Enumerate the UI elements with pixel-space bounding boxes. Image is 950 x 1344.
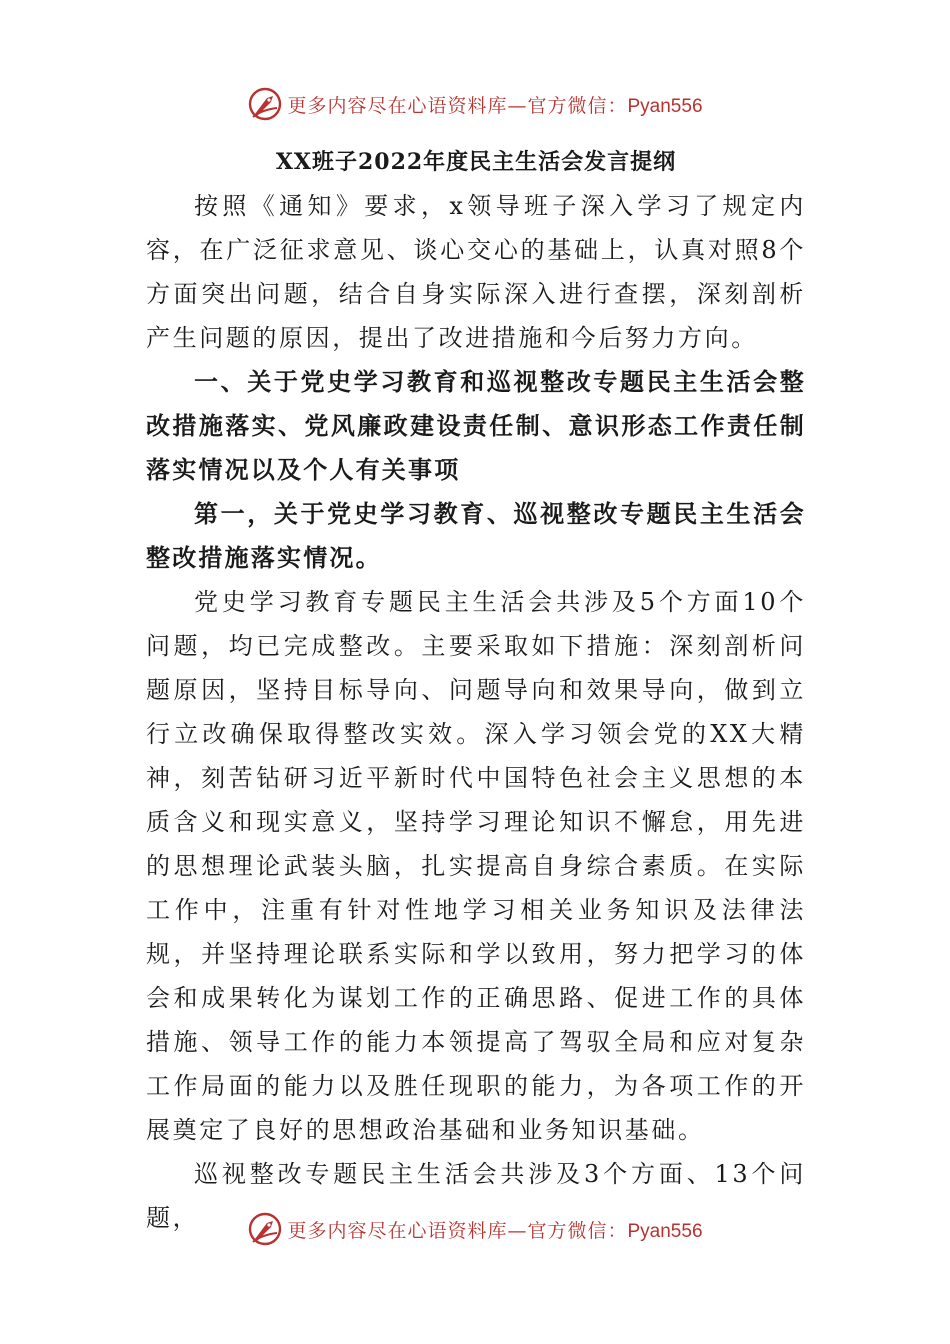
paragraph-body-2: 巡视整改专题民主生活会共涉及3个方面、13个问题，	[146, 1160, 806, 1232]
header-watermark-banner	[0, 82, 950, 126]
banner-text: 更多内容尽在心语资料库—官方微信：Pyan556	[287, 94, 703, 117]
banner-text: 更多内容尽在心语资料库—官方微信：Pyan556	[287, 1219, 703, 1242]
pen-nib-circle-icon	[247, 1211, 283, 1247]
section-heading-1: 一、关于党史学习教育和巡视整改专题民主生活会整改措施落实、党风廉政建设责任制、意识形态工作责任制落实情况以及个人有关事项	[146, 367, 806, 484]
footer-watermark-banner	[0, 1207, 950, 1251]
banner-account: Pyan556	[627, 95, 703, 117]
banner-account: Pyan556	[627, 1220, 703, 1242]
subsection-heading-1: 第一，关于党史学习教育、巡视整改专题民主生活会整改措施落实情况。	[146, 499, 806, 572]
document-title: XX班子2022年度民主生活会发言提纲	[275, 149, 677, 175]
pen-nib-circle-icon	[247, 86, 283, 122]
paragraph-intro: 按照《通知》要求，x领导班子深入学习了规定内容，在广泛征求意见、谈心交心的基础上，认真对照8个方面突出问题，结合自身实际深入进行查摆，深刻剖析产生问题的原因，提出了改进措施和今后努力方向。	[146, 192, 806, 352]
paragraph-body-1: 党史学习教育专题民主生活会共涉及5个方面10个问题，均已完成整改。主要采取如下措施：深刻剖析问题原因，坚持目标导向、问题导向和效果导向，做到立行立改确保取得整改实效。深入学习领会党的XX大精神，刻苦钻研习近平新时代中国特色社会主义思想的本质含义和现实意义，坚持学习理论知识不懈怠，用先进的思想理论武装头脑，扎实提高自身综合素质。在实际工作中，注重有针对性地学习相关业务知识及法律法规，并坚持理论联系实际和学以致用，努力把学习的体会和成果转化为谋划工作的正确思路、促进工作的具体措施、领导工作的能力本领提高了驾驭全局和应对复杂工作局面的能力以及胜任现职的能力，为各项工作的开展奠定了良好的思想政治基础和业务知识基础。	[146, 588, 806, 1144]
document-body	[146, 140, 806, 1240]
